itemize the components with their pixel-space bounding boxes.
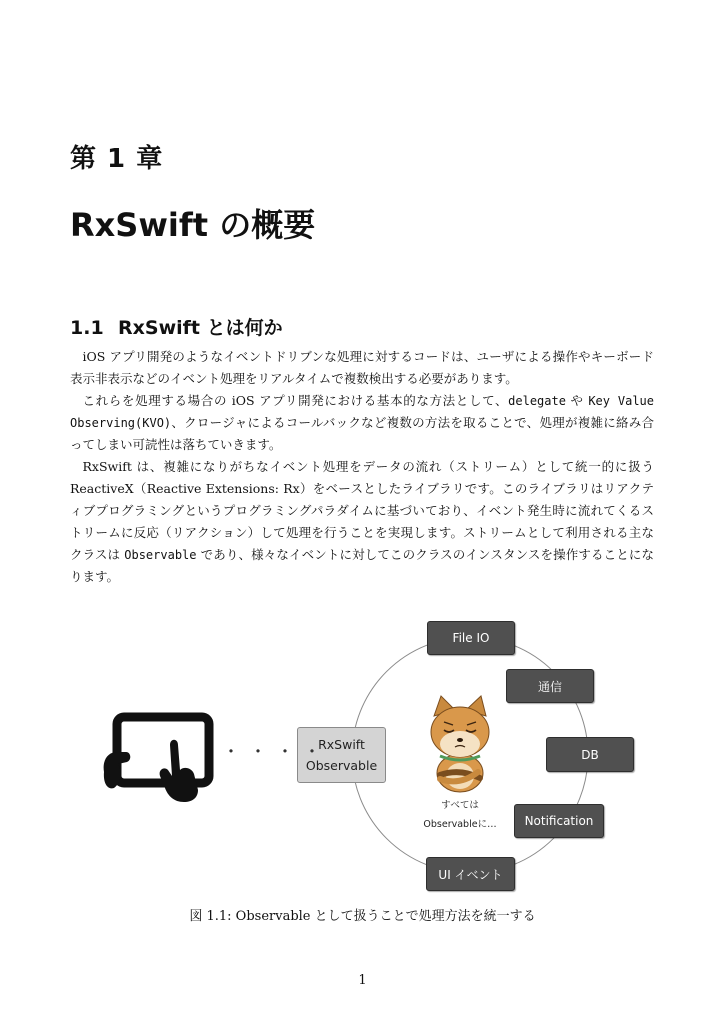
chapter-title: RxSwift の概要	[70, 206, 316, 244]
section-heading	[70, 313, 283, 340]
dog-caption-line2: Observableに…	[423, 819, 497, 830]
paragraph-text: iOS アプリ開発のようなイベントドリブンな処理に対するコードは、ユーザによる操作やキーボード表示非表示などのイベント処理をリアルタイムで複数検出する必要があります。	[70, 349, 654, 386]
body-text	[70, 346, 654, 588]
tablet-hands-icon	[104, 717, 209, 802]
code-delegate: delegate	[508, 394, 566, 408]
paragraph	[70, 390, 654, 456]
paragraph-text: 、クロージャによるコールバックなど複数の方法を取ることで、処理が複雑に絡み合ってしまい可読性は落ちていきます。	[70, 415, 654, 452]
paragraph-text: これらを処理する場合の iOS アプリ開発における基本的な方法として、	[82, 393, 509, 408]
chapter-label: 第 1 章	[70, 144, 164, 174]
core-node-line1: RxSwift	[318, 737, 365, 752]
node-file-io: File IO	[427, 621, 515, 655]
paragraph-text: RxSwift は、複雑になりがちなイベント処理をデータの流れ（ストリーム）として統一的に扱う ReactiveX（Reactive Extensions: Rx）をベースとしたライブラリです。このライブラリはリアクティブプログラミングというプログラミングパラダイムに基づいており、イベント発生時に流れてくるストリームに反応（リアクション）して処理を行うことを実現します。ストリームとして利用される主なクラスは	[70, 459, 654, 562]
code-kvo: Key Value Observing(KVO)	[70, 394, 654, 430]
node-network: 通信	[506, 669, 594, 703]
section-title: RxSwift とは何か	[118, 317, 283, 339]
paragraph	[70, 456, 654, 588]
section-number: 1.1	[70, 317, 104, 339]
code-observable: Observable	[124, 548, 197, 562]
paragraph	[70, 346, 654, 390]
dog-caption-line1: すべては	[441, 800, 479, 811]
figure-caption: 図 1.1: Observable として扱うことで処理方法を統一する	[189, 909, 536, 924]
page-number: 1	[358, 973, 367, 988]
shiba-dog-icon	[431, 696, 489, 792]
ellipsis-dots: ・・・・	[222, 742, 330, 763]
core-node-line2: Observable	[305, 758, 378, 773]
paragraph-text: や	[565, 393, 589, 408]
node-ui-event: UI イベント	[426, 857, 515, 891]
node-db: DB	[546, 737, 634, 772]
paragraph-text: であり、様々なイベントに対してこのクラスのインスタンスを操作することになります。	[70, 547, 654, 584]
node-notification: Notification	[514, 804, 604, 838]
